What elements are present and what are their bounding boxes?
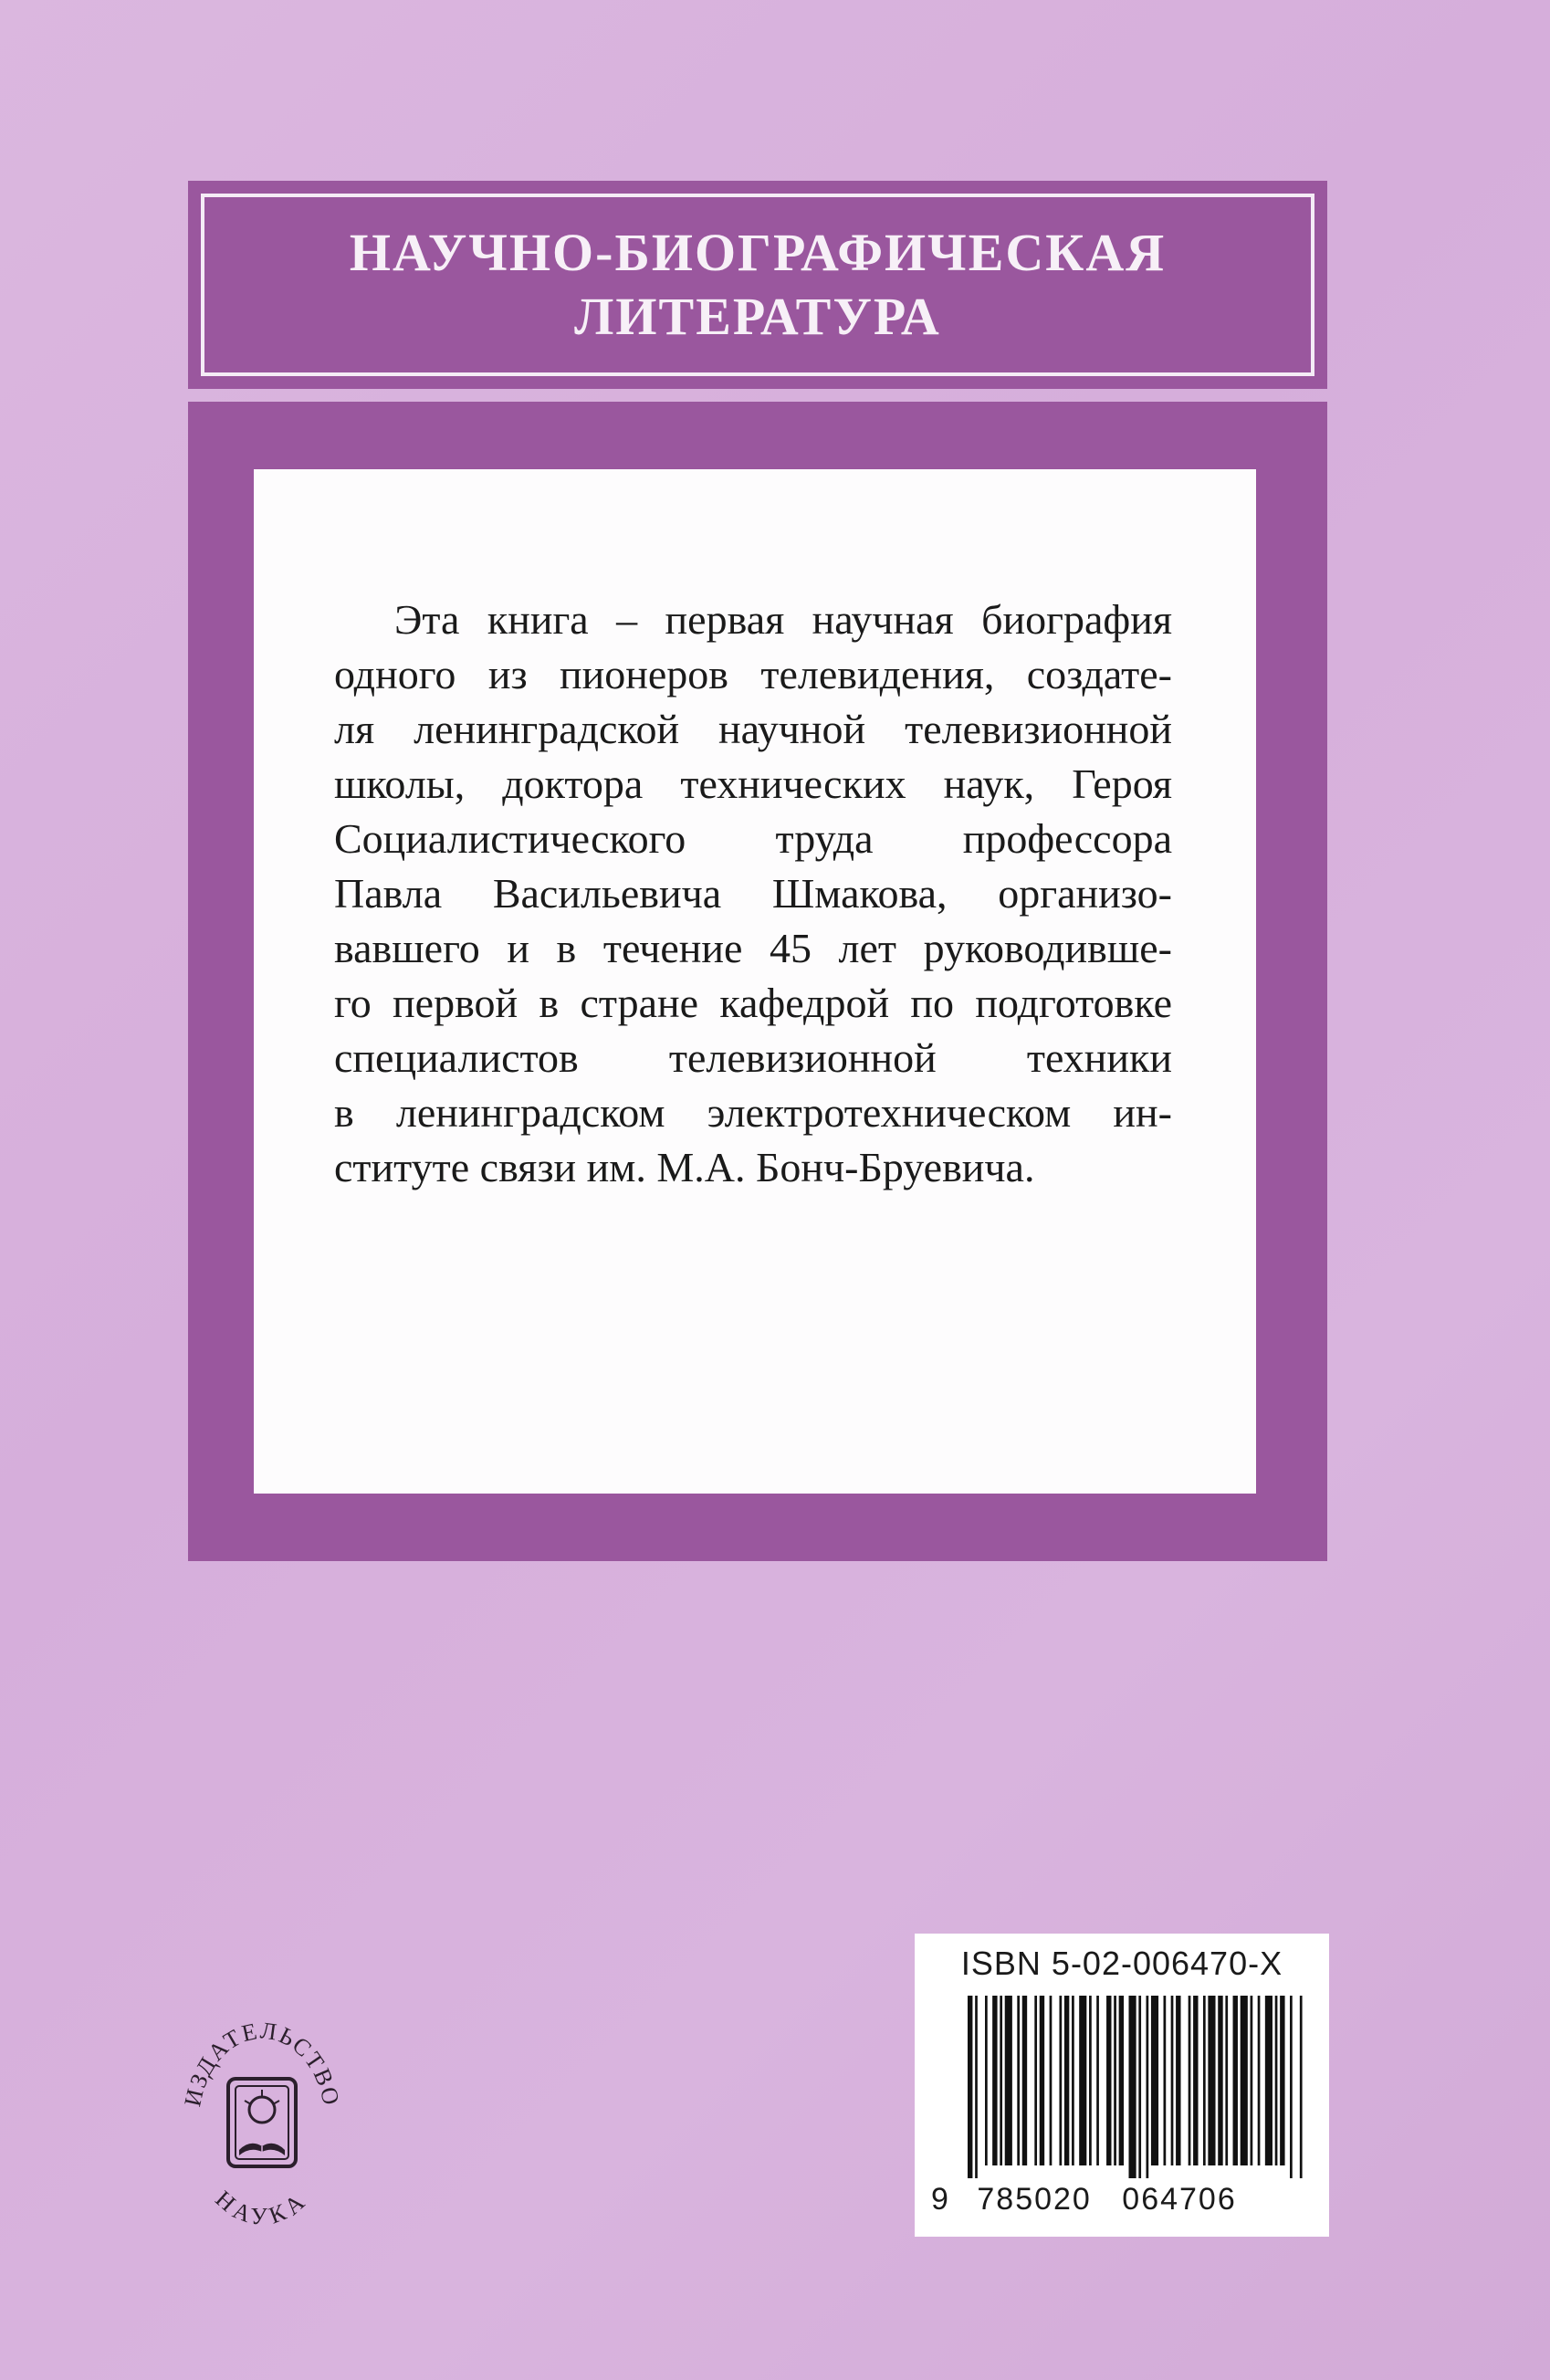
- barcode-bar: [1241, 1996, 1248, 2165]
- barcode-bar: [968, 1996, 972, 2178]
- barcode-bar: [1176, 1996, 1180, 2165]
- barcode-bar: [985, 1996, 988, 2165]
- barcode-bar: [1233, 1996, 1238, 2165]
- description-panel: [188, 402, 1327, 1561]
- barcode-bar: [1017, 1996, 1020, 2165]
- svg-text:НАУКА: НАУКА: [210, 2185, 314, 2230]
- book-description: [334, 592, 1172, 1195]
- ean-first-digit: 9: [931, 2182, 950, 2217]
- description-line: ля ленинградской научной телевизионной: [334, 706, 1172, 752]
- description-line: специалистов телевизионной техники: [334, 1034, 1172, 1081]
- isbn-number: ISBN 5-02-006470-X: [960, 1945, 1283, 1982]
- barcode-bar: [1050, 1996, 1053, 2165]
- nauka-publisher-seal-icon: [179, 2013, 345, 2232]
- barcode-bar: [1079, 1996, 1086, 2165]
- barcode-bar: [1189, 1996, 1191, 2165]
- description-line: вавшего и в течение 45 лет руководивше-: [334, 925, 1172, 971]
- description-line: Социалистического труда профессора: [334, 815, 1172, 862]
- ean-left-group: 785020: [977, 2182, 1092, 2217]
- barcode-bar: [1072, 1996, 1074, 2165]
- barcode-bar: [1275, 1996, 1278, 2165]
- barcode-bar: [1022, 1996, 1027, 2165]
- barcode-bar: [1164, 1996, 1167, 2165]
- series-header: [188, 181, 1327, 389]
- barcode-bar: [1171, 1996, 1174, 2165]
- barcode-bar: [1138, 1996, 1141, 2178]
- barcode-bar: [992, 1996, 997, 2165]
- barcode-bar: [1147, 1996, 1149, 2178]
- description-line: ституте связи им. М.А. Бонч-Бруевича.: [334, 1144, 1035, 1190]
- barcode-bar: [1059, 1996, 1062, 2165]
- description-line: Павла Васильевича Шмакова, организо-: [334, 870, 1172, 917]
- barcode-bar: [1290, 1996, 1293, 2178]
- barcode-bar: [1280, 1996, 1284, 2165]
- barcode-bar: [1114, 1996, 1116, 2165]
- description-line: Эта книга – первая научная биография: [394, 596, 1172, 643]
- barcode-bar: [1300, 1996, 1303, 2178]
- ean-digits: [931, 2182, 1314, 2217]
- barcode: [968, 1996, 1307, 2178]
- description-line: одного из пионеров телевидения, создате-: [334, 651, 1172, 697]
- barcode-bar: [1258, 1996, 1261, 2165]
- barcode-bar: [1096, 1996, 1099, 2165]
- barcode-bar: [1106, 1996, 1111, 2165]
- barcode-bar: [1203, 1996, 1206, 2165]
- barcode-bar: [1040, 1996, 1044, 2165]
- svg-text:ИЗДАТЕЛЬСТВО: ИЗДАТЕЛЬСТВО: [179, 2017, 345, 2110]
- barcode-bar: [1128, 1996, 1136, 2178]
- barcode-bar: [975, 1996, 978, 2178]
- barcode-bar: [1265, 1996, 1272, 2165]
- series-header-frame: [201, 194, 1314, 376]
- barcode-bar: [1151, 1996, 1158, 2165]
- barcode-bar: [1218, 1996, 1222, 2165]
- barcode-bar: [1064, 1996, 1069, 2165]
- ean-right-group: 064706: [1122, 2182, 1237, 2217]
- isbn-barcode-block: [915, 1934, 1329, 2237]
- series-title-line-2: ЛИТЕРАТУРА: [574, 287, 941, 346]
- barcode-bar: [1193, 1996, 1198, 2165]
- barcode-bar: [1089, 1996, 1092, 2165]
- barcode-bar: [1000, 1996, 1002, 2165]
- series-title-line-1: НАУЧНО-БИОГРАФИЧЕСКАЯ: [349, 223, 1167, 282]
- barcode-bar: [1251, 1996, 1253, 2165]
- barcode-bar: [1208, 1996, 1215, 2165]
- description-line: го первой в стране кафедрой по подготовке: [334, 980, 1172, 1026]
- barcode-bar: [1225, 1996, 1228, 2165]
- barcode-bar: [1119, 1996, 1124, 2165]
- barcode-bar: [1005, 1996, 1012, 2165]
- description-line: школы, доктора технических наук, Героя: [334, 760, 1172, 807]
- description-line: в ленинградском электротехническом ин-: [334, 1089, 1172, 1136]
- description-card: [254, 469, 1256, 1494]
- barcode-bar: [1034, 1996, 1037, 2165]
